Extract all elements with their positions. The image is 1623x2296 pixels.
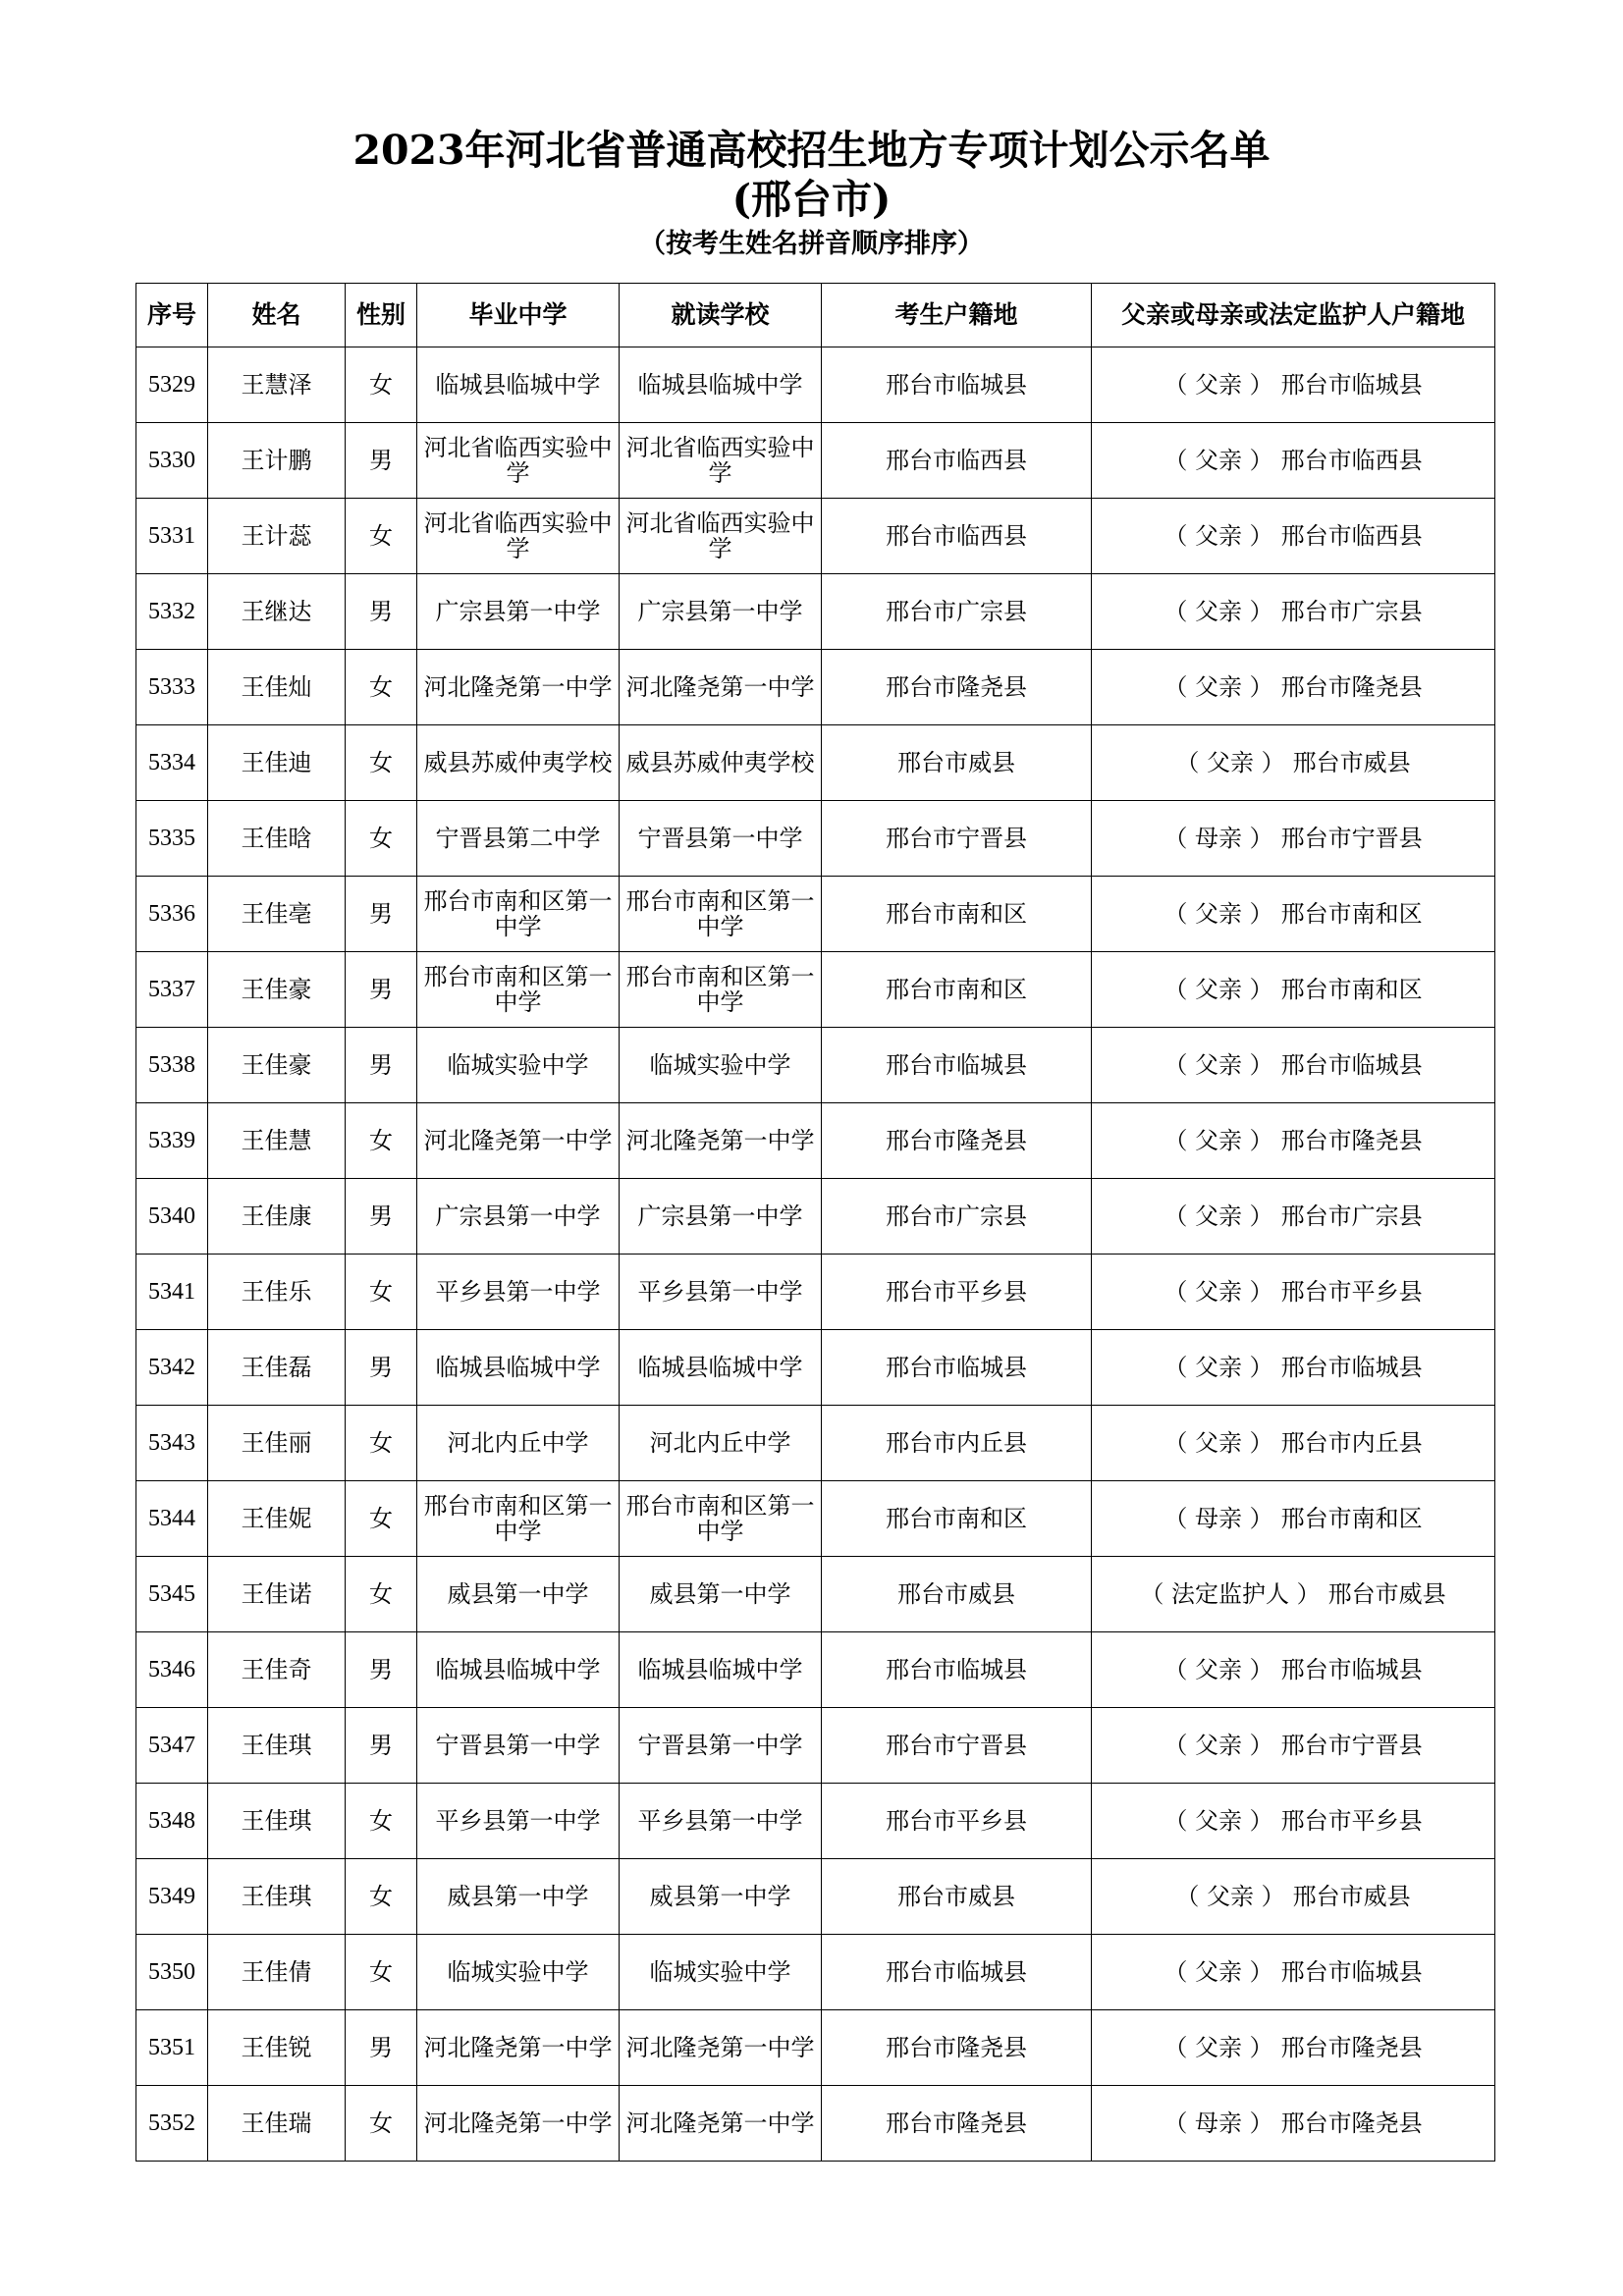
cell-current-school: 威县第一中学 xyxy=(620,1859,822,1935)
table-row xyxy=(136,1330,1495,1406)
cell-hukou: 邢台市隆尧县 xyxy=(822,1103,1092,1179)
cell-current-school: 广宗县第一中学 xyxy=(620,1179,822,1255)
guardian-place: 邢台市隆尧县 xyxy=(1280,2109,1423,2137)
table-row xyxy=(136,1103,1495,1179)
cell-gender: 男 xyxy=(346,1028,417,1103)
cell-seq: 5340 xyxy=(136,1179,208,1255)
cell-seq: 5352 xyxy=(136,2086,208,2162)
guardian-relation: （ 父亲 ） xyxy=(1163,1051,1273,1079)
guardian-relation: （ 父亲 ） xyxy=(1163,1732,1273,1759)
cell-hukou: 邢台市临西县 xyxy=(822,423,1092,499)
cell-hukou: 邢台市临城县 xyxy=(822,1632,1092,1708)
cell-seq: 5349 xyxy=(136,1859,208,1935)
cell-hukou: 邢台市隆尧县 xyxy=(822,2086,1092,2162)
table-row xyxy=(136,499,1495,574)
cell-grad-school: 河北省临西实验中学 xyxy=(417,499,620,574)
guardian-relation: （ 父亲 ） xyxy=(1163,1656,1273,1683)
cell-guardian-hukou xyxy=(1092,574,1495,650)
cell-gender: 女 xyxy=(346,725,417,801)
cell-seq: 5342 xyxy=(136,1330,208,1406)
guardian-place: 邢台市威县 xyxy=(1327,1580,1446,1608)
cell-gender: 女 xyxy=(346,1481,417,1557)
guardian-relation: （ 母亲 ） xyxy=(1163,2109,1273,2137)
guardian-place: 邢台市临城县 xyxy=(1280,1656,1423,1683)
cell-grad-school: 威县第一中学 xyxy=(417,1557,620,1632)
guardian-relation: （ 父亲 ） xyxy=(1163,1354,1273,1381)
cell-grad-school: 宁晋县第一中学 xyxy=(417,1708,620,1784)
cell-grad-school: 河北隆尧第一中学 xyxy=(417,650,620,725)
guardian-place: 邢台市宁晋县 xyxy=(1280,825,1423,852)
guardian-relation: （ 父亲 ） xyxy=(1163,976,1273,1003)
cell-current-school: 邢台市南和区第一中学 xyxy=(620,1481,822,1557)
guardian-relation: （ 父亲 ） xyxy=(1163,1127,1273,1154)
cell-hukou: 邢台市威县 xyxy=(822,1557,1092,1632)
guardian-place: 邢台市南和区 xyxy=(1280,976,1423,1003)
cell-hukou: 邢台市内丘县 xyxy=(822,1406,1092,1481)
cell-guardian-hukou xyxy=(1092,1481,1495,1557)
cell-gender: 女 xyxy=(346,347,417,423)
document-subtitle-city: (邢台市) xyxy=(731,176,892,223)
guardian-place: 邢台市宁晋县 xyxy=(1280,1732,1423,1759)
cell-hukou: 邢台市临城县 xyxy=(822,1330,1092,1406)
cell-seq: 5334 xyxy=(136,725,208,801)
cell-grad-school: 临城县临城中学 xyxy=(417,1632,620,1708)
cell-current-school: 河北隆尧第一中学 xyxy=(620,1103,822,1179)
cell-grad-school: 广宗县第一中学 xyxy=(417,574,620,650)
guardian-relation: （ 父亲 ） xyxy=(1163,598,1273,625)
cell-name: 王佳豪 xyxy=(208,952,346,1028)
cell-seq: 5335 xyxy=(136,801,208,877)
cell-grad-school: 河北隆尧第一中学 xyxy=(417,2086,620,2162)
cell-gender: 女 xyxy=(346,1255,417,1330)
cell-grad-school: 平乡县第一中学 xyxy=(417,1784,620,1859)
cell-hukou: 邢台市广宗县 xyxy=(822,574,1092,650)
cell-hukou: 邢台市临西县 xyxy=(822,499,1092,574)
guardian-place: 邢台市临城县 xyxy=(1280,371,1423,399)
cell-seq: 5344 xyxy=(136,1481,208,1557)
cell-hukou: 邢台市宁晋县 xyxy=(822,801,1092,877)
cell-name: 王佳妮 xyxy=(208,1481,346,1557)
cell-seq: 5336 xyxy=(136,877,208,952)
table-row xyxy=(136,1859,1495,1935)
guardian-relation: （ 母亲 ） xyxy=(1163,1505,1273,1532)
cell-hukou: 邢台市广宗县 xyxy=(822,1179,1092,1255)
cell-guardian-hukou xyxy=(1092,1859,1495,1935)
cell-seq: 5345 xyxy=(136,1557,208,1632)
guardian-relation: （ 父亲 ） xyxy=(1163,1807,1273,1835)
cell-hukou: 邢台市宁晋县 xyxy=(822,1708,1092,1784)
guardian-place: 邢台市临城县 xyxy=(1280,1958,1423,1986)
guardian-relation: （ 父亲 ） xyxy=(1163,1958,1273,1986)
cell-current-school: 河北省临西实验中学 xyxy=(620,423,822,499)
cell-grad-school: 临城县临城中学 xyxy=(417,347,620,423)
cell-guardian-hukou xyxy=(1092,801,1495,877)
cell-guardian-hukou xyxy=(1092,1935,1495,2010)
cell-grad-school: 河北隆尧第一中学 xyxy=(417,1103,620,1179)
cell-hukou: 邢台市南和区 xyxy=(822,1481,1092,1557)
cell-grad-school: 威县苏威仲夷学校 xyxy=(417,725,620,801)
cell-seq: 5331 xyxy=(136,499,208,574)
table-row xyxy=(136,1406,1495,1481)
cell-grad-school: 临城实验中学 xyxy=(417,1935,620,2010)
cell-name: 王慧泽 xyxy=(208,347,346,423)
cell-name: 王计鹏 xyxy=(208,423,346,499)
cell-gender: 男 xyxy=(346,1330,417,1406)
admission-roster-table xyxy=(135,283,1495,2162)
cell-name: 王佳慧 xyxy=(208,1103,346,1179)
cell-guardian-hukou xyxy=(1092,877,1495,952)
cell-grad-school: 威县第一中学 xyxy=(417,1859,620,1935)
cell-gender: 男 xyxy=(346,877,417,952)
cell-gender: 女 xyxy=(346,2086,417,2162)
table-row xyxy=(136,1557,1495,1632)
table-row xyxy=(136,952,1495,1028)
cell-seq: 5338 xyxy=(136,1028,208,1103)
column-header-seq: 序号 xyxy=(136,284,208,347)
cell-guardian-hukou xyxy=(1092,1557,1495,1632)
sort-note: （按考生姓名拼音顺序排序） xyxy=(639,229,984,259)
guardian-relation: （ 父亲 ） xyxy=(1163,1278,1273,1306)
cell-name: 王佳琪 xyxy=(208,1784,346,1859)
cell-grad-school: 河北省临西实验中学 xyxy=(417,423,620,499)
cell-name: 王佳瑞 xyxy=(208,2086,346,2162)
guardian-relation: （ 父亲 ） xyxy=(1163,2034,1273,2061)
cell-name: 王佳倩 xyxy=(208,1935,346,2010)
table-row xyxy=(136,725,1495,801)
cell-name: 王佳亳 xyxy=(208,877,346,952)
cell-guardian-hukou xyxy=(1092,1632,1495,1708)
cell-name: 王佳琪 xyxy=(208,1859,346,1935)
guardian-relation: （ 父亲 ） xyxy=(1163,447,1273,474)
guardian-place: 邢台市临城县 xyxy=(1280,1354,1423,1381)
cell-name: 王计蕊 xyxy=(208,499,346,574)
cell-guardian-hukou xyxy=(1092,1330,1495,1406)
cell-current-school: 宁晋县第一中学 xyxy=(620,1708,822,1784)
cell-grad-school: 河北隆尧第一中学 xyxy=(417,2010,620,2086)
guardian-relation: （ 父亲 ） xyxy=(1163,900,1273,928)
cell-gender: 女 xyxy=(346,1935,417,2010)
cell-gender: 女 xyxy=(346,1103,417,1179)
cell-seq: 5347 xyxy=(136,1708,208,1784)
cell-grad-school: 广宗县第一中学 xyxy=(417,1179,620,1255)
table-row xyxy=(136,347,1495,423)
table-row xyxy=(136,650,1495,725)
cell-name: 王佳康 xyxy=(208,1179,346,1255)
cell-seq: 5346 xyxy=(136,1632,208,1708)
cell-current-school: 邢台市南和区第一中学 xyxy=(620,877,822,952)
cell-hukou: 邢台市临城县 xyxy=(822,1935,1092,2010)
cell-current-school: 河北内丘中学 xyxy=(620,1406,822,1481)
guardian-relation: （ 父亲 ） xyxy=(1175,1883,1285,1910)
guardian-place: 邢台市临西县 xyxy=(1280,447,1423,474)
guardian-place: 邢台市隆尧县 xyxy=(1280,673,1423,701)
cell-current-school: 临城县临城中学 xyxy=(620,1330,822,1406)
cell-seq: 5339 xyxy=(136,1103,208,1179)
cell-guardian-hukou xyxy=(1092,1179,1495,1255)
cell-hukou: 邢台市临城县 xyxy=(822,1028,1092,1103)
cell-current-school: 河北省临西实验中学 xyxy=(620,499,822,574)
guardian-relation: （ 父亲 ） xyxy=(1163,1429,1273,1457)
column-header-hukou: 考生户籍地 xyxy=(822,284,1092,347)
cell-current-school: 宁晋县第一中学 xyxy=(620,801,822,877)
cell-guardian-hukou xyxy=(1092,952,1495,1028)
cell-grad-school: 邢台市南和区第一中学 xyxy=(417,952,620,1028)
cell-seq: 5332 xyxy=(136,574,208,650)
guardian-place: 邢台市内丘县 xyxy=(1280,1429,1423,1457)
cell-name: 王佳诺 xyxy=(208,1557,346,1632)
cell-guardian-hukou xyxy=(1092,347,1495,423)
cell-hukou: 邢台市威县 xyxy=(822,725,1092,801)
cell-gender: 女 xyxy=(346,1406,417,1481)
table-header-row xyxy=(136,284,1495,347)
cell-current-school: 平乡县第一中学 xyxy=(620,1784,822,1859)
cell-guardian-hukou xyxy=(1092,499,1495,574)
guardian-relation: （ 父亲 ） xyxy=(1175,749,1285,776)
cell-guardian-hukou xyxy=(1092,725,1495,801)
cell-name: 王继达 xyxy=(208,574,346,650)
cell-hukou: 邢台市隆尧县 xyxy=(822,650,1092,725)
cell-guardian-hukou xyxy=(1092,1255,1495,1330)
cell-name: 王佳灿 xyxy=(208,650,346,725)
cell-gender: 男 xyxy=(346,1708,417,1784)
guardian-relation: （ 父亲 ） xyxy=(1163,673,1273,701)
cell-grad-school: 宁晋县第二中学 xyxy=(417,801,620,877)
guardian-place: 邢台市广宗县 xyxy=(1280,598,1423,625)
guardian-place: 邢台市威县 xyxy=(1292,749,1411,776)
cell-seq: 5348 xyxy=(136,1784,208,1859)
cell-current-school: 河北隆尧第一中学 xyxy=(620,2086,822,2162)
cell-name: 王佳迪 xyxy=(208,725,346,801)
cell-gender: 男 xyxy=(346,423,417,499)
cell-name: 王佳豪 xyxy=(208,1028,346,1103)
cell-gender: 女 xyxy=(346,1557,417,1632)
guardian-place: 邢台市隆尧县 xyxy=(1280,2034,1423,2061)
cell-hukou: 邢台市平乡县 xyxy=(822,1255,1092,1330)
guardian-place: 邢台市南和区 xyxy=(1280,1505,1423,1532)
column-header-grad-school: 毕业中学 xyxy=(417,284,620,347)
cell-hukou: 邢台市南和区 xyxy=(822,952,1092,1028)
cell-seq: 5343 xyxy=(136,1406,208,1481)
cell-hukou: 邢台市隆尧县 xyxy=(822,2010,1092,2086)
cell-seq: 5329 xyxy=(136,347,208,423)
cell-seq: 5350 xyxy=(136,1935,208,2010)
cell-guardian-hukou xyxy=(1092,1784,1495,1859)
column-header-gender: 性别 xyxy=(346,284,417,347)
guardian-relation: （ 父亲 ） xyxy=(1163,371,1273,399)
cell-gender: 女 xyxy=(346,650,417,725)
cell-current-school: 临城县临城中学 xyxy=(620,347,822,423)
guardian-relation: （ 法定监护人 ） xyxy=(1140,1580,1321,1608)
cell-guardian-hukou xyxy=(1092,1406,1495,1481)
cell-grad-school: 邢台市南和区第一中学 xyxy=(417,877,620,952)
table-row xyxy=(136,877,1495,952)
cell-gender: 女 xyxy=(346,1784,417,1859)
cell-name: 王佳锐 xyxy=(208,2010,346,2086)
cell-current-school: 临城县临城中学 xyxy=(620,1632,822,1708)
guardian-relation: （ 母亲 ） xyxy=(1163,825,1273,852)
cell-name: 王佳晗 xyxy=(208,801,346,877)
column-header-name: 姓名 xyxy=(208,284,346,347)
table-row xyxy=(136,1179,1495,1255)
guardian-place: 邢台市临西县 xyxy=(1280,522,1423,550)
guardian-place: 邢台市平乡县 xyxy=(1280,1807,1423,1835)
cell-current-school: 平乡县第一中学 xyxy=(620,1255,822,1330)
table-row xyxy=(136,1481,1495,1557)
cell-seq: 5341 xyxy=(136,1255,208,1330)
cell-gender: 女 xyxy=(346,801,417,877)
guardian-place: 邢台市平乡县 xyxy=(1280,1278,1423,1306)
cell-grad-school: 河北内丘中学 xyxy=(417,1406,620,1481)
column-header-current-school: 就读学校 xyxy=(620,284,822,347)
cell-guardian-hukou xyxy=(1092,2010,1495,2086)
cell-hukou: 邢台市临城县 xyxy=(822,347,1092,423)
cell-grad-school: 邢台市南和区第一中学 xyxy=(417,1481,620,1557)
cell-guardian-hukou xyxy=(1092,1708,1495,1784)
cell-current-school: 威县苏威仲夷学校 xyxy=(620,725,822,801)
guardian-place: 邢台市隆尧县 xyxy=(1280,1127,1423,1154)
cell-seq: 5337 xyxy=(136,952,208,1028)
table-row xyxy=(136,423,1495,499)
table-row xyxy=(136,1255,1495,1330)
cell-current-school: 邢台市南和区第一中学 xyxy=(620,952,822,1028)
cell-hukou: 邢台市南和区 xyxy=(822,877,1092,952)
cell-name: 王佳乐 xyxy=(208,1255,346,1330)
table-row xyxy=(136,2086,1495,2162)
guardian-relation: （ 父亲 ） xyxy=(1163,1202,1273,1230)
cell-current-school: 临城实验中学 xyxy=(620,1935,822,2010)
table-row xyxy=(136,801,1495,877)
cell-current-school: 广宗县第一中学 xyxy=(620,574,822,650)
cell-name: 王佳奇 xyxy=(208,1632,346,1708)
cell-guardian-hukou xyxy=(1092,2086,1495,2162)
guardian-place: 邢台市广宗县 xyxy=(1280,1202,1423,1230)
guardian-place: 邢台市南和区 xyxy=(1280,900,1423,928)
guardian-relation: （ 父亲 ） xyxy=(1163,522,1273,550)
cell-guardian-hukou xyxy=(1092,650,1495,725)
table-body xyxy=(136,347,1495,2162)
cell-grad-school: 临城县临城中学 xyxy=(417,1330,620,1406)
cell-gender: 女 xyxy=(346,499,417,574)
cell-current-school: 河北隆尧第一中学 xyxy=(620,2010,822,2086)
cell-gender: 男 xyxy=(346,574,417,650)
cell-guardian-hukou xyxy=(1092,423,1495,499)
cell-guardian-hukou xyxy=(1092,1028,1495,1103)
cell-current-school: 临城实验中学 xyxy=(620,1028,822,1103)
column-header-guardian-hukou: 父亲或母亲或法定监护人户籍地 xyxy=(1092,284,1495,347)
cell-guardian-hukou xyxy=(1092,1103,1495,1179)
document-title: 2023年河北省普通高校招生地方专项计划公示名单 xyxy=(352,127,1271,174)
cell-seq: 5330 xyxy=(136,423,208,499)
cell-gender: 男 xyxy=(346,1632,417,1708)
cell-hukou: 邢台市威县 xyxy=(822,1859,1092,1935)
cell-name: 王佳丽 xyxy=(208,1406,346,1481)
cell-name: 王佳琪 xyxy=(208,1708,346,1784)
cell-grad-school: 平乡县第一中学 xyxy=(417,1255,620,1330)
table-row xyxy=(136,1935,1495,2010)
cell-hukou: 邢台市平乡县 xyxy=(822,1784,1092,1859)
cell-gender: 男 xyxy=(346,1179,417,1255)
guardian-place: 邢台市临城县 xyxy=(1280,1051,1423,1079)
table-row xyxy=(136,2010,1495,2086)
cell-grad-school: 临城实验中学 xyxy=(417,1028,620,1103)
cell-current-school: 威县第一中学 xyxy=(620,1557,822,1632)
cell-seq: 5333 xyxy=(136,650,208,725)
table-row xyxy=(136,1784,1495,1859)
table-row xyxy=(136,1028,1495,1103)
table-row xyxy=(136,574,1495,650)
cell-current-school: 河北隆尧第一中学 xyxy=(620,650,822,725)
guardian-place: 邢台市威县 xyxy=(1292,1883,1411,1910)
table-row xyxy=(136,1632,1495,1708)
cell-name: 王佳磊 xyxy=(208,1330,346,1406)
cell-seq: 5351 xyxy=(136,2010,208,2086)
table-row xyxy=(136,1708,1495,1784)
cell-gender: 女 xyxy=(346,1859,417,1935)
cell-gender: 男 xyxy=(346,952,417,1028)
cell-gender: 男 xyxy=(346,2010,417,2086)
